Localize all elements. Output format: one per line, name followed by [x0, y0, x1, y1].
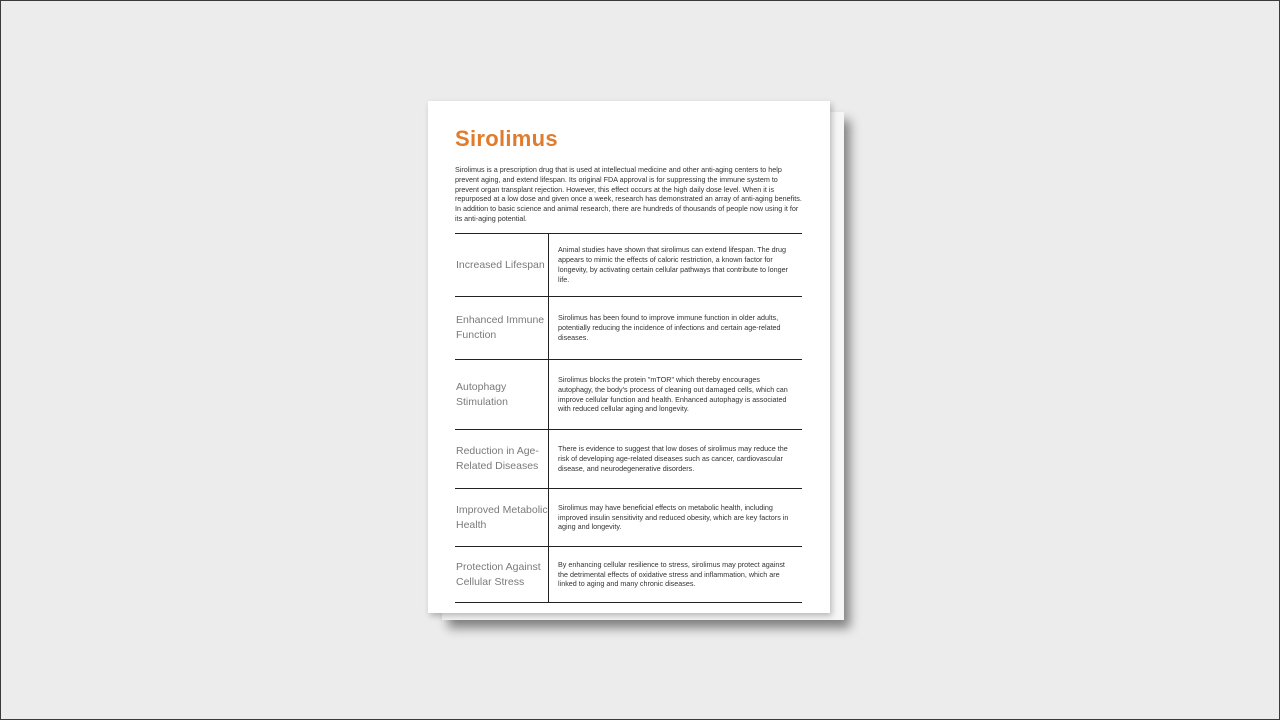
- benefit-description: Animal studies have shown that sirolimus can extend lifespan. The drug appears to mimic the effects of caloric restriction, a known factor for longevity, by activating certain cellular pathways that contribute to longer life.: [558, 245, 788, 284]
- benefit-label: Increased Lifespan: [455, 234, 549, 296]
- benefit-label: Improved Metabolic Health: [455, 489, 549, 546]
- table-row: [455, 430, 802, 489]
- benefit-description: By enhancing cellular resilience to stress, sirolimus may protect against the detrimental effects of oxidative stress and inflammation, which are linked to aging and many chronic diseases.: [558, 559, 785, 589]
- table-row: [455, 297, 802, 360]
- benefit-label: Protection Against Cellular Stress: [455, 547, 549, 602]
- benefit-description: Sirolimus may have beneficial effects on metabolic health, including improved insulin sensitivity and reduced obesity, which are key factors in aging and longevity.: [558, 502, 789, 532]
- benefits-table: [455, 233, 802, 603]
- table-row: [455, 360, 802, 430]
- benefit-label: Autophagy Stimulation: [455, 360, 549, 429]
- table-row: [455, 547, 802, 603]
- benefit-label: Enhanced Immune Function: [455, 297, 549, 359]
- intro-paragraph: Sirolimus is a prescription drug that is used at intellectual medicine and other anti-aging centers to help prevent aging, and extend lifespan. Its original FDA approval is for suppressing the immune system to prevent organ transplant rejection. However, this effect occurs at the high daily dose level. When it is repurposed at a low dose and given once a week, research has demonstrated an array of anti-aging benefits. In addition to basic science and animal research, there are hundreds of thousands of people now using it for its anti-aging potential.: [455, 165, 802, 223]
- benefit-description: Sirolimus has been found to improve immune function in older adults, potentially reducing the incidence of infections and certain age-related diseases.: [558, 313, 781, 342]
- benefit-description: Sirolimus blocks the protein "mTOR" which thereby encourages autophagy, the body's process of cleaning out damaged cells, which can improve cellular function and health. Enhanced autophagy is associated with reduced cellular aging and longevity.: [558, 374, 788, 414]
- benefit-label: Reduction in Age-Related Diseases: [455, 430, 549, 488]
- table-row: [455, 234, 802, 297]
- document-title: Sirolimus: [455, 126, 558, 151]
- document-page: [428, 101, 830, 613]
- benefit-description: There is evidence to suggest that low doses of sirolimus may reduce the risk of developing age-related diseases such as cancer, cardiovascular disease, and neurodegenerative disorders.: [558, 444, 788, 473]
- table-row: [455, 489, 802, 547]
